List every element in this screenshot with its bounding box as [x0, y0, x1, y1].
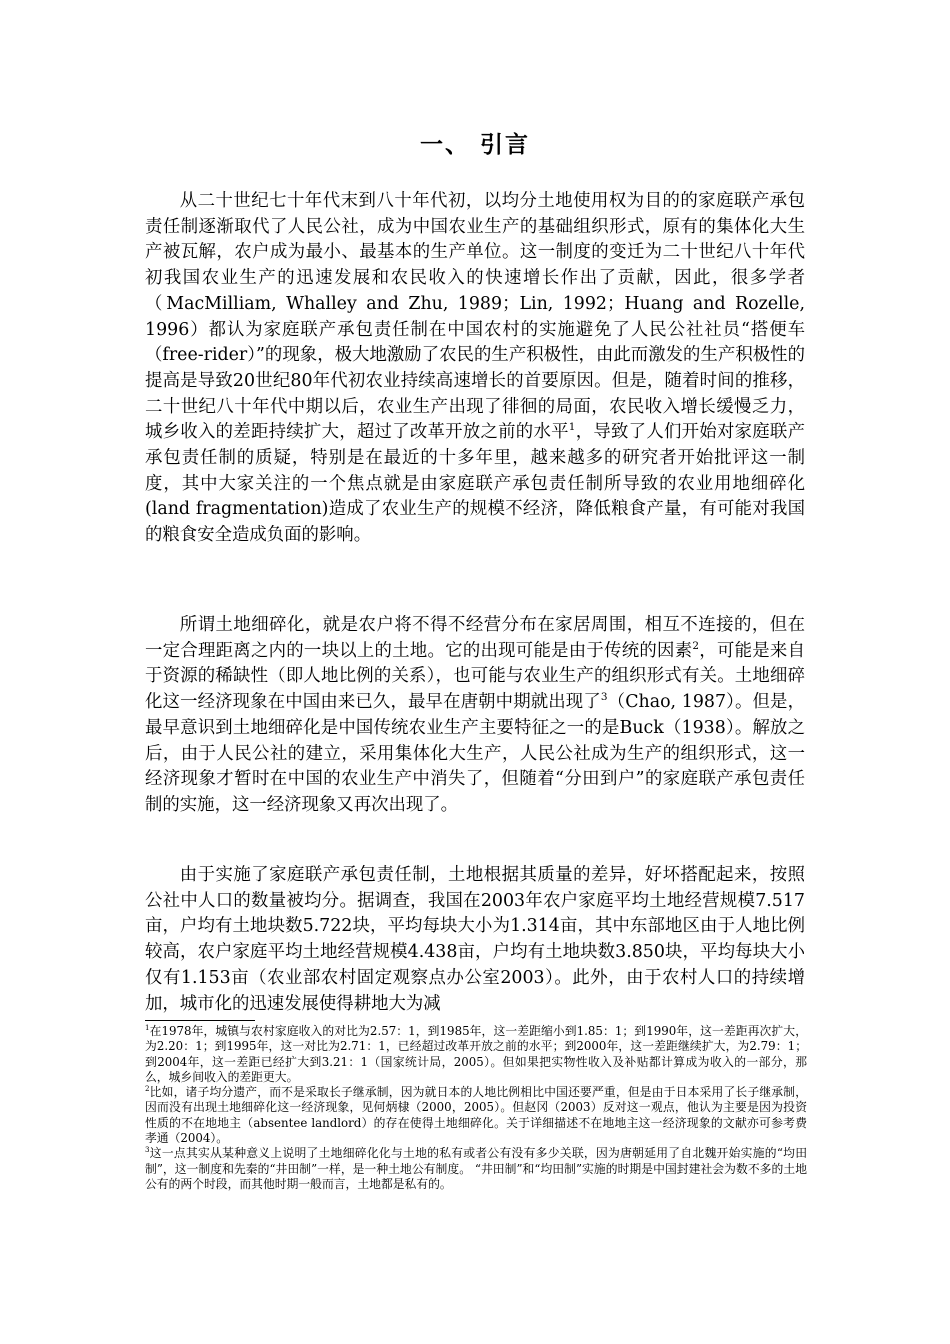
- footnote-marker-2: 2: [145, 1084, 150, 1094]
- body-paragraph-1: [145, 189, 805, 549]
- paragraph-1-text-b: ，导致了人们开始对家庭联产承包责任制的质疑，特别是在最近的十多年里，越来越多的研究者开始批评这一制度，其中大家关注的一个焦点就是由家庭联产承包责任制所导致的农业用地细碎化(land fragmentation)造成了农业生产的规模不经济，降低粮食产量，有可能对我国的粮食安全造成负面的影响。: [145, 422, 805, 546]
- paragraph-2-text-c: （Chao, 1987）。但是，最早意识到土地细碎化是中国传统农业生产主要特征之一的是Buck（1938）。解放之后，由于人民公社的建立，采用集体化大生产，人民公社成为生产的组织形式，这一经济现象才暂时在中国的农业生产中消失了，但随着“分田到户”的家庭联产承包责任制的实施，这一经济现象又再次出现了。: [145, 692, 805, 815]
- section-title: 一、 引言: [419, 132, 530, 158]
- footnotes: [145, 1024, 807, 1192]
- paragraph-2-text-a: 所谓土地细碎化，就是农户将不得不经营分布在家居周围，相互不连接的，但在一定合理距离之内的一块以上的土地。它的出现可能是由于传统的因素: [145, 615, 805, 661]
- body-paragraph-2: [145, 613, 805, 819]
- footnote-1: [145, 1024, 807, 1085]
- footnote-ref-2[interactable]: 2: [692, 639, 700, 652]
- footnote-marker-3: 3: [145, 1145, 150, 1155]
- body-paragraph-3: [145, 863, 805, 1017]
- footnote-3-text: 这一点其实从某种意义上说明了土地细碎化化与土地的私有或者公有没有多少关联，因为唐朝延用了自北魏开始实施的“均田制”，这一制度和先秦的“井田制”一样，是一种土地公有制度。 “井田制”和“均田制”实施的时期是中国封建社会为数不多的土地公有的两个时段，而其他时期一般而言，土地都是私有的。: [145, 1146, 807, 1191]
- footnote-ref-1[interactable]: 1: [568, 421, 576, 434]
- footnote-2-text: 比如，诸子均分遗产，而不是采取长子继承制，因为就日本的人地比例相比中国还要严重，但是由于日本采用了长子继承制，因而没有出现土地细碎化这一经济现象，见何炳棣（2000，2005）。但赵冈（2003）反对这一观点，他认为主要是因为投资性质的不在地地主（absentee landlord）的存在使得土地细碎化。关于详细描述不在地地主这一经济现象的文献亦可参考费孝通（2004）。: [145, 1085, 807, 1146]
- footnote-3: [145, 1146, 807, 1192]
- footnote-2: [145, 1085, 807, 1146]
- paragraph-3-text: 由于实施了家庭联产承包责任制，土地根据其质量的差异，好坏搭配起来，按照公社中人口的数量被均分。据调查，我国在2003年农户家庭平均土地经营规模7.517亩，户均有土地块数5.722块，平均每块大小为1.314亩，其中东部地区由于人地比例较高，农户家庭平均土地经营规模4.438亩，户均有土地块数3.850块，平均每块大小仅有1.153亩（农业部农村固定观察点办公室2003）。此外，由于农村人口的持续增加，城市化的迅速发展使得耕地大为减: [145, 865, 805, 1014]
- footnote-ref-3[interactable]: 3: [600, 691, 608, 704]
- footnote-marker-1: 1: [145, 1023, 150, 1033]
- footnote-separator: [145, 1020, 255, 1021]
- paragraph-2-text-b: ，可能是来自于资源的稀缺性（即人地比例的关系），也可能与农业生产的组织形式有关。土地细碎化这一经济现象在中国由来已久，最早在唐朝中期就出现了: [145, 640, 805, 713]
- footnote-1-text: 在1978年，城镇与农村家庭收入的对比为2.57：1，到1985年，这一差距缩小到1.85：1；到1990年，这一差距再次扩大，为2.20：1；到1995年，这一对比为2.71：1，已经超过改革开放之前的水平；到2000年，这一差距继续扩大，为2.79：1；到2004年，这一差距已经扩大到3.21：1（国家统计局，2005）。但如果把实物性收入及补贴都计算成为收入的一部分，那么，城乡间收入的差距更大。: [145, 1024, 807, 1084]
- paragraph-1-text-a: 从二十世纪七十年代末到八十年代初，以均分土地使用权为目的的家庭联产承包责任制逐渐取代了人民公社，成为中国农业生产的基础组织形式，原有的集体化大生产被瓦解，农户成为最小、最基本的生产单位。这一制度的变迁为二十世纪八十年代初我国农业生产的迅速发展和农民收入的快速增长作出了贡献，因此，很多学者（MacMilliam, Whalley and Zhu, 1989；Lin, 1992；Huang and Rozelle, 1996）都认为家庭联产承包责任制在中国农村的实施避免了人民公社社员“搭便车（free-rider）”的现象，极大地激励了农民的生产积极性，由此而激发的生产积极性的提高是导致20世纪80年代初农业持续高速增长的首要原因。但是，随着时间的推移，二十世纪八十年代中期以后，农业生产出现了徘徊的局面，农民收入增长缓慢乏力，城乡收入的差距持续扩大，超过了改革开放之前的水平: [145, 191, 805, 443]
